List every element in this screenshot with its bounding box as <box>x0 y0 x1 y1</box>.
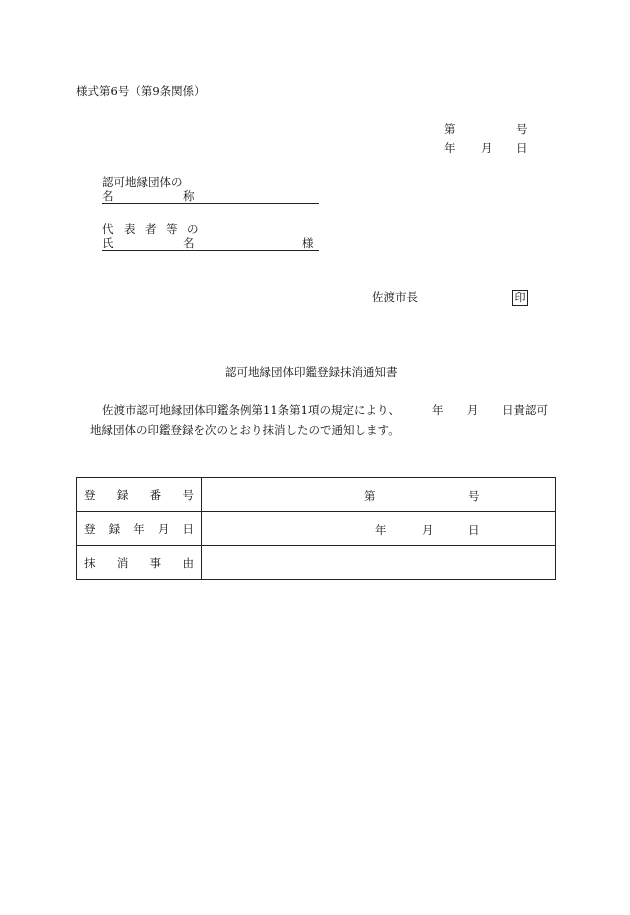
label-registration-number <box>77 478 202 512</box>
body-day-suffix: 日貴認可 <box>502 403 548 417</box>
form-number: 様式第6号（第9条関係） <box>76 84 206 98</box>
sender-title: 佐渡市長 <box>372 290 418 304</box>
date-day: 日 <box>516 141 528 155</box>
org-label: 認可地縁団体の <box>102 175 183 189</box>
label-char: 由 <box>182 555 194 570</box>
value-registration-number <box>202 478 556 512</box>
body-line-1-text: 佐渡市認可地縁団体印鑑条例第11条第1項の規定により、 <box>102 403 400 417</box>
value-day: 日 <box>468 523 480 537</box>
registration-table <box>76 477 556 580</box>
label-cancellation-reason <box>77 546 202 580</box>
label-char: 号 <box>182 487 194 502</box>
label-char: 消 <box>116 555 129 570</box>
rep-name-underline <box>102 250 319 251</box>
label-char: 録 <box>116 487 129 502</box>
org-name-label-2: 称 <box>183 189 195 203</box>
value-registration-date <box>202 512 556 546</box>
rep-label-3: 者 <box>145 222 157 236</box>
label-char: 事 <box>149 555 162 570</box>
doc-number-go: 号 <box>516 122 528 136</box>
value-year: 年 <box>375 523 387 537</box>
document-title: 認可地縁団体印鑑登録抹消通知書 <box>225 365 398 379</box>
date-year: 年 <box>444 141 456 155</box>
label-char: 日 <box>182 521 194 536</box>
body-month: 月 <box>467 403 479 417</box>
label-char: 登 <box>84 521 96 536</box>
date-month: 月 <box>481 141 493 155</box>
rep-label-2: 表 <box>124 222 136 236</box>
body-year: 年 <box>432 403 444 417</box>
label-char: 録 <box>108 521 121 536</box>
honorific-sama: 様 <box>302 236 314 250</box>
label-char: 月 <box>157 521 170 536</box>
rep-label-4: 等 <box>166 222 178 236</box>
label-char: 年 <box>133 521 145 536</box>
label-registration-date <box>77 512 202 546</box>
seal-mark: 印 <box>512 290 528 306</box>
rep-name-label-2: 名 <box>183 236 195 250</box>
doc-number-dai: 第 <box>444 122 456 136</box>
table-row-registration-number <box>77 478 556 512</box>
value-go: 号 <box>468 489 480 503</box>
rep-label-1: 代 <box>102 222 114 236</box>
label-char: 抹 <box>84 555 96 570</box>
value-dai: 第 <box>364 489 376 503</box>
table-row-registration-date <box>77 512 556 546</box>
org-name-label-1: 名 <box>102 189 114 203</box>
value-cancellation-reason <box>202 546 556 580</box>
org-name-underline <box>102 203 319 204</box>
body-line-2: 地縁団体の印鑑登録を次のとおり抹消したので通知します。 <box>90 423 400 437</box>
table-row-cancellation-reason <box>77 546 556 580</box>
label-char: 登 <box>84 487 96 502</box>
value-month: 月 <box>422 523 434 537</box>
label-char: 番 <box>149 487 162 502</box>
rep-label-5: の <box>187 222 199 236</box>
rep-name-label-1: 氏 <box>102 236 114 250</box>
